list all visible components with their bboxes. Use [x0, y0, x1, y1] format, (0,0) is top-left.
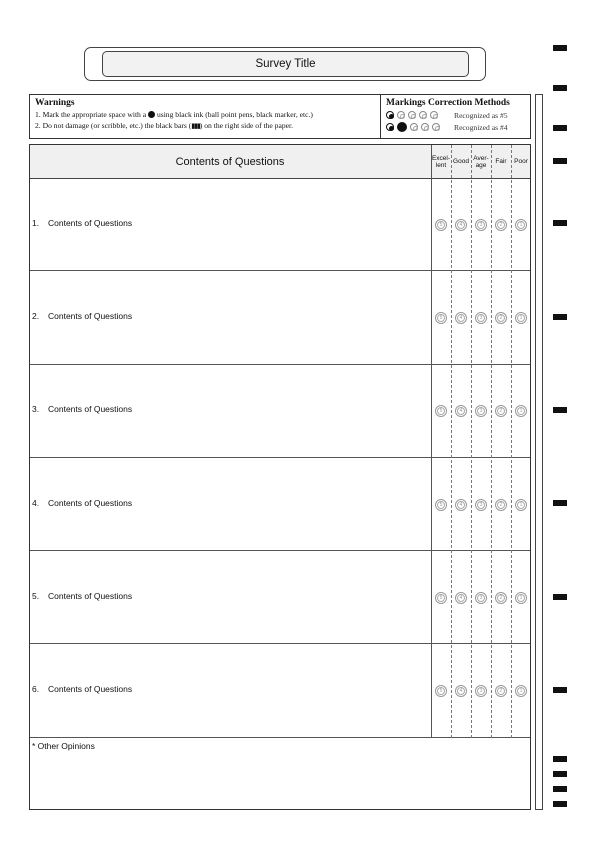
question-number: 4.: [32, 497, 40, 508]
answer-bubble-3[interactable]: [475, 592, 487, 604]
answer-bubble-2[interactable]: [495, 219, 507, 231]
warning-line-1: [35, 109, 380, 120]
bubble-number: 5: [437, 407, 445, 415]
answer-bubble-2[interactable]: [495, 592, 507, 604]
bubble-number: 5: [437, 314, 445, 322]
warnings-divider: [380, 95, 381, 138]
answer-bubble-5[interactable]: [435, 405, 447, 417]
filled-circle-icon: [397, 122, 407, 132]
warnings-section: [35, 97, 380, 132]
marking-example-2: [386, 121, 529, 133]
questions-table: [29, 144, 531, 810]
bubble-number: 2: [497, 407, 505, 415]
bubble-number: 2: [497, 501, 505, 509]
timing-mark: [553, 756, 567, 762]
bubble-number: 3: [477, 314, 485, 322]
timing-mark: [553, 85, 567, 91]
answer-bubble-4[interactable]: [455, 405, 467, 417]
question-number: 2.: [32, 310, 40, 321]
question-text: Contents of Questions: [48, 310, 133, 321]
header-title: Contents of Questions: [175, 155, 285, 168]
table-header: [30, 145, 530, 179]
answer-bubble-2[interactable]: [495, 405, 507, 417]
answer-bubble-1[interactable]: [515, 592, 527, 604]
timing-mark: [553, 220, 567, 226]
answer-bubble-1[interactable]: [515, 219, 527, 231]
empty-circle-icon: [419, 111, 427, 119]
bubble-number: 5: [437, 594, 445, 602]
timing-mark: [553, 801, 567, 807]
question-text: Contents of Questions: [48, 217, 133, 228]
answer-bubble-1[interactable]: [515, 312, 527, 324]
bubble-number: 3: [477, 594, 485, 602]
bubble-number: 2: [497, 594, 505, 602]
bubble-number: 4: [457, 221, 465, 229]
col-head-average: Aver-age: [473, 154, 489, 169]
timing-mark: [553, 314, 567, 320]
marking-example-label: Recognized as #4: [454, 122, 508, 132]
column-divider: [471, 145, 472, 738]
col-head-good: Good: [453, 158, 469, 165]
answer-bubble-4[interactable]: [455, 685, 467, 697]
bubble-number: 4: [457, 314, 465, 322]
bubble-number: 1: [517, 687, 525, 695]
warnings-box: [29, 94, 531, 139]
question-row: [30, 365, 530, 458]
marking-methods-title: Markings Correction Methods: [386, 98, 510, 108]
answer-bubble-1[interactable]: [515, 405, 527, 417]
answer-bubble-5[interactable]: [435, 685, 447, 697]
bubble-number: 2: [497, 314, 505, 322]
timing-mark: [553, 771, 567, 777]
answer-bubble-3[interactable]: [475, 405, 487, 417]
bubble-number: 1: [517, 407, 525, 415]
filled-dot-icon: [148, 111, 155, 118]
empty-circle-icon: [397, 111, 405, 119]
col-head-fair: Fair: [495, 158, 507, 165]
marked-circle-icon: [386, 111, 394, 119]
question-row: [30, 178, 530, 271]
timing-mark: [553, 45, 567, 51]
answer-bubble-1[interactable]: [515, 499, 527, 511]
bubble-number: 2: [497, 687, 505, 695]
bubble-number: 4: [457, 407, 465, 415]
marked-circle-icon: [386, 123, 394, 131]
marking-example-1: [386, 109, 529, 121]
column-divider: [511, 145, 512, 738]
bubble-number: 1: [517, 594, 525, 602]
bubble-number: 3: [477, 221, 485, 229]
col-head-poor: Poor: [514, 158, 528, 165]
empty-circle-icon: [432, 123, 440, 131]
column-divider: [491, 145, 492, 738]
question-text: Contents of Questions: [48, 404, 133, 415]
question-row: [30, 271, 530, 364]
marking-example-label: Recognized as #5: [454, 110, 508, 120]
timing-mark: [553, 500, 567, 506]
answer-bubble-4[interactable]: [455, 312, 467, 324]
answer-bubble-5[interactable]: [435, 219, 447, 231]
timing-mark: [553, 687, 567, 693]
answer-bubble-3[interactable]: [475, 219, 487, 231]
empty-circle-icon: [410, 123, 418, 131]
other-opinions-label: * Other Opinions: [32, 741, 95, 751]
answer-bubble-5[interactable]: [435, 499, 447, 511]
answer-bubble-3[interactable]: [475, 312, 487, 324]
bubble-number: 1: [517, 501, 525, 509]
column-divider: [431, 145, 432, 738]
bubble-number: 4: [457, 594, 465, 602]
empty-circle-icon: [408, 111, 416, 119]
bubble-number: 3: [477, 501, 485, 509]
timing-mark: [553, 125, 567, 131]
question-text: Contents of Questions: [48, 684, 133, 695]
answer-bubble-4[interactable]: [455, 499, 467, 511]
answer-bubble-3[interactable]: [475, 685, 487, 697]
bubble-number: 4: [457, 501, 465, 509]
question-row: [30, 458, 530, 551]
question-number: 6.: [32, 684, 40, 695]
warnings-title: Warnings: [35, 98, 75, 108]
column-divider: [451, 145, 452, 738]
black-bars-icon: ▮▮▮: [191, 122, 200, 130]
warning-1-text-a: 1. Mark the appropriate space with a: [35, 110, 147, 119]
question-number: 1.: [32, 217, 40, 228]
question-text: Contents of Questions: [48, 590, 133, 601]
scanner-strip: [535, 94, 543, 810]
warning-2-text-b: ) on the right side of the paper.: [199, 121, 294, 130]
answer-bubble-1[interactable]: [515, 685, 527, 697]
survey-title: Survey Title: [102, 51, 469, 77]
question-text: Contents of Questions: [48, 497, 133, 508]
bubble-number: 2: [497, 221, 505, 229]
timing-mark: [553, 594, 567, 600]
question-row: [30, 645, 530, 738]
answer-bubble-5[interactable]: [435, 312, 447, 324]
timing-mark: [553, 407, 567, 413]
empty-circle-icon: [430, 111, 438, 119]
answer-bubble-4[interactable]: [455, 592, 467, 604]
bubble-number: 1: [517, 221, 525, 229]
bubble-number: 5: [437, 687, 445, 695]
answer-bubble-4[interactable]: [455, 219, 467, 231]
warning-2-text-a: 2. Do not damage (or scribble, etc.) the black bars (: [35, 121, 192, 130]
bubble-number: 5: [437, 221, 445, 229]
bubble-number: 5: [437, 501, 445, 509]
question-row: [30, 551, 530, 644]
col-head-excellent: Excel-lent: [431, 154, 451, 169]
bubble-number: 3: [477, 687, 485, 695]
marking-methods-section: [386, 97, 529, 133]
timing-mark: [553, 158, 567, 164]
answer-bubble-5[interactable]: [435, 592, 447, 604]
answer-bubble-2[interactable]: [495, 499, 507, 511]
answer-bubble-3[interactable]: [475, 499, 487, 511]
bubble-number: 1: [517, 314, 525, 322]
question-number: 3.: [32, 404, 40, 415]
timing-mark: [553, 786, 567, 792]
empty-circle-icon: [421, 123, 429, 131]
warning-1-text-b: using black ink (ball point pens, black marker, etc.): [156, 110, 313, 119]
bubble-number: 3: [477, 407, 485, 415]
warning-line-2: [35, 120, 380, 132]
answer-bubble-2[interactable]: [495, 312, 507, 324]
question-number: 5.: [32, 590, 40, 601]
bubble-number: 4: [457, 687, 465, 695]
answer-bubble-2[interactable]: [495, 685, 507, 697]
